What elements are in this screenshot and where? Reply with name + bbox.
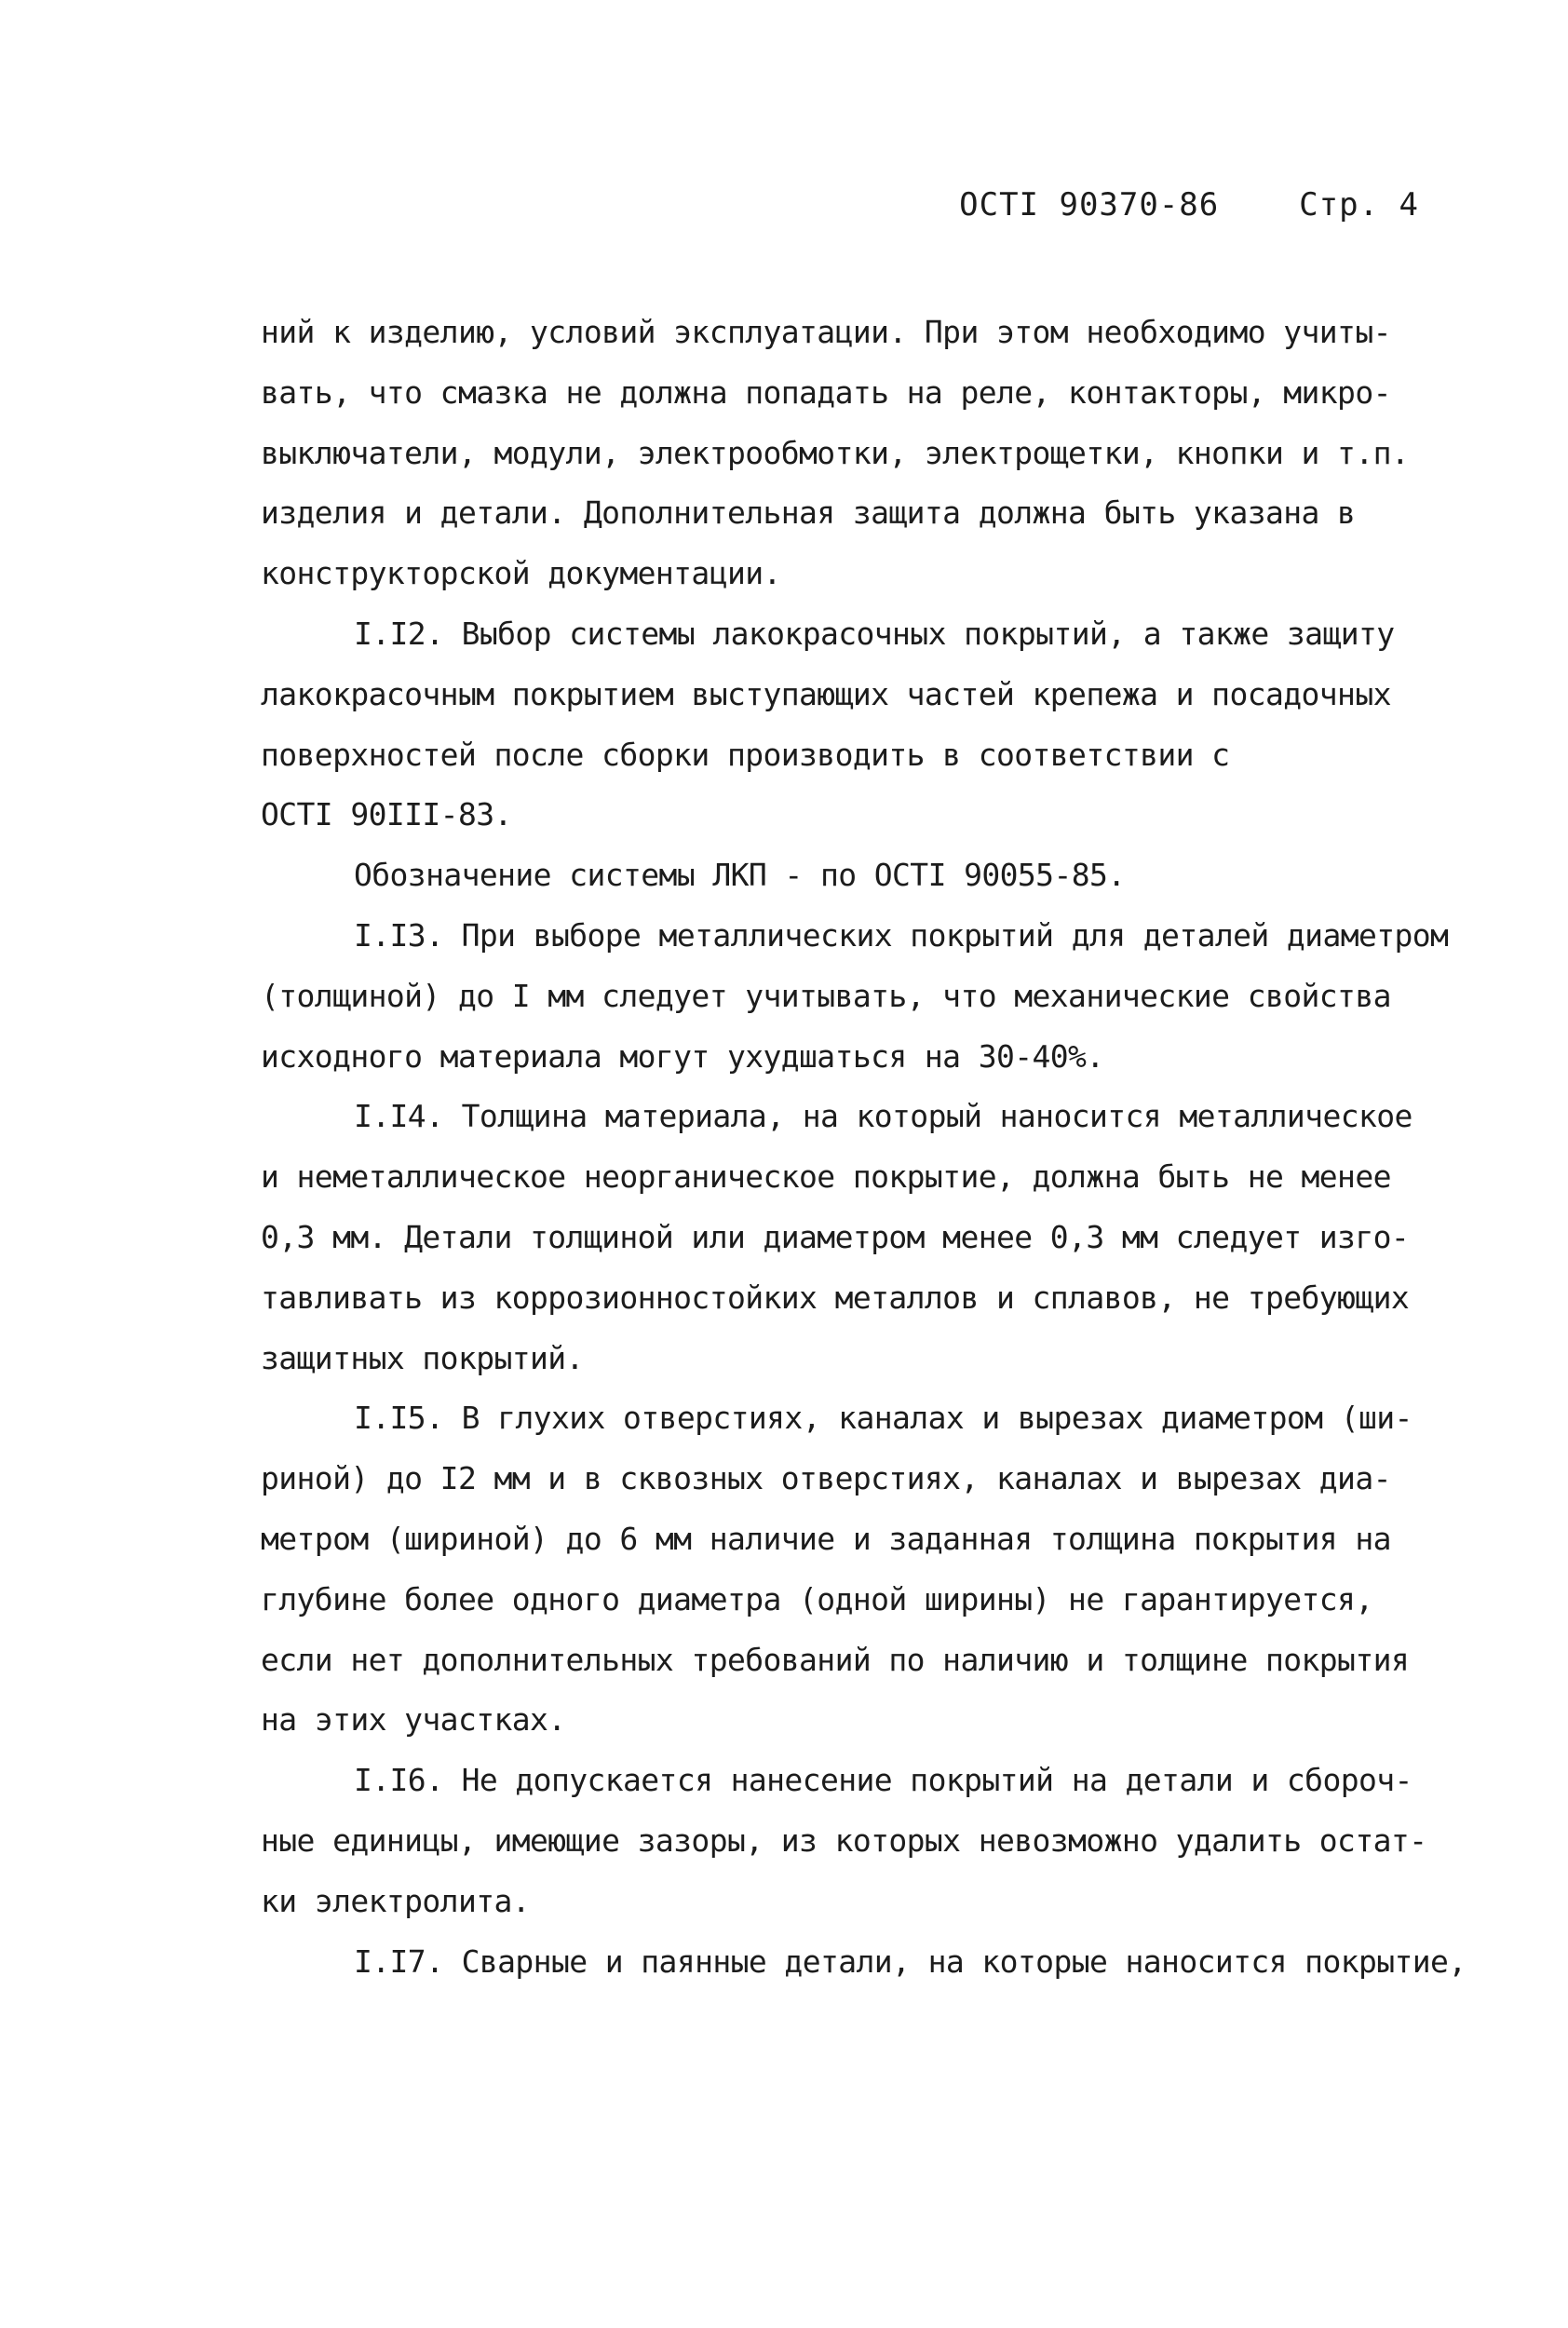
text-line: I.I4. Толщина материала, на который наносится металлическое <box>354 1098 1413 1135</box>
body-text <box>261 303 1508 1992</box>
text-line: I.I6. Не допускается нанесение покрытий на детали и сбороч- <box>354 1762 1413 1799</box>
text-line: тавливать из коррозионностойких металлов и сплавов, не требующих <box>261 1279 1410 1316</box>
text-line: и неметаллическое неорганическое покрытие, должна быть не менее <box>261 1158 1391 1196</box>
text-line: на этих участках. <box>261 1701 566 1739</box>
text-line: лакокрасочным покрытием выступающих частей крепежа и посадочных <box>261 675 1391 712</box>
text-line: I.I5. В глухих отверстиях, каналах и вырезах диаметром (ши- <box>354 1400 1413 1437</box>
text-line: изделия и детали. Дополнительная защита должна быть указана в <box>261 494 1356 532</box>
text-line: риной) до I2 мм и в сквозных отверстиях, каналах и вырезах диа- <box>261 1460 1391 1497</box>
text-line: защитных покрытий. <box>261 1339 584 1376</box>
text-line: вать, что смазка не должна попадать на реле, контакторы, микро- <box>261 373 1391 411</box>
text-line: 0,3 мм. Детали толщиной или диаметром менее 0,3 мм следует изго- <box>261 1218 1410 1255</box>
text-line: ки электролита. <box>261 1882 531 1919</box>
text-line: поверхностей после сборки производить в соответствии с <box>261 736 1230 773</box>
text-line: исходного материала могут ухудшаться на 30-40%. <box>261 1037 1104 1075</box>
text-line: метром (шириной) до 6 мм наличие и заданная толщина покрытия на <box>261 1520 1391 1557</box>
page-number: Стр. 4 <box>1299 186 1419 223</box>
text-line: конструкторской документации. <box>261 555 781 592</box>
text-line: ные единицы, имеющие зазоры, из которых невозможно удалить остат- <box>261 1821 1427 1859</box>
text-line: ОСТI 90III-83. <box>261 796 512 833</box>
text-line: Обозначение системы ЛКП - по ОСТI 90055-85. <box>354 857 1126 894</box>
text-line: ний к изделию, условий эксплуатации. При этом необходимо учиты- <box>261 314 1391 350</box>
text-line: глубине более одного диаметра (одной ширины) не гарантируется, <box>261 1580 1373 1617</box>
text-line: I.I7. Сварные и паянные детали, на которые наносится покрытие, <box>354 1942 1467 1980</box>
document-code: ОСТI 90370-86 <box>959 186 1220 223</box>
text-line: выключатели, модули, электрообмотки, электрощетки, кнопки и т.п. <box>261 434 1410 471</box>
page-header <box>959 186 1419 223</box>
text-line: I.I2. Выбор системы лакокрасочных покрытий, а также защиту <box>354 615 1395 652</box>
text-line: если нет дополнительных требований по наличию и толщине покрытия <box>261 1641 1410 1678</box>
text-line: (толщиной) до I мм следует учитывать, что механические свойства <box>261 977 1391 1014</box>
text-line: I.I3. При выборе металлических покрытий для деталей диаметром <box>354 916 1449 954</box>
